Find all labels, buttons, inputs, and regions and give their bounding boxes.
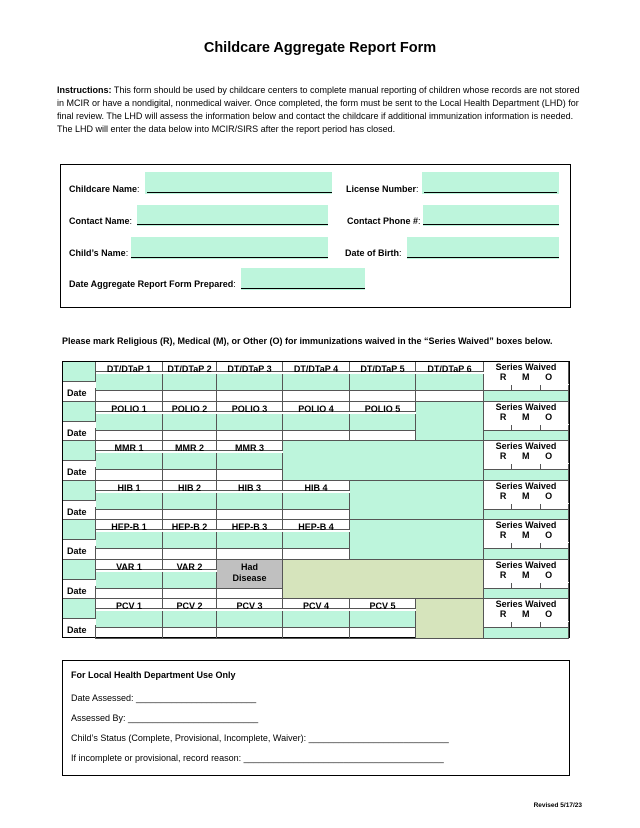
waiver-r-option[interactable]: R [499,490,507,501]
revised-date: Revised 5/17/23 [533,802,582,809]
unused-dose-area [350,520,484,560]
date-prepared-underline [241,288,365,289]
childs-status-line[interactable]: Child’s Status (Complete, Provisional, Incomplete, Waiver): ____________________________ [71,733,449,743]
date-of-birth-field[interactable] [407,237,559,259]
unused-dose-area [283,560,484,600]
date-entry-cell[interactable] [217,431,283,442]
date-entry-cell[interactable] [283,628,350,639]
date-entry-cell[interactable] [96,510,163,521]
date-entry-cell[interactable] [163,391,217,402]
dose-header: POLIO 4 [283,402,350,412]
waiver-r-option[interactable]: R [499,609,507,619]
waiver-o-option[interactable]: O [545,490,553,501]
unused-dose-area [350,481,484,521]
form-title: Childcare Aggregate Report Form [203,40,437,56]
date-entry-cell[interactable] [217,549,283,560]
date-entry-cell[interactable] [96,589,163,600]
date-entry-cell[interactable] [96,391,163,402]
date-entry-cell[interactable] [163,589,217,600]
date-row-label: Date [63,546,96,560]
license-number-label: License Number: [346,184,419,194]
lhd-use-section [62,660,570,776]
dose-fill[interactable] [217,453,283,470]
dose-fill[interactable] [217,493,283,510]
dose-header: DT/DTaP 5 [350,362,416,372]
dose-fill[interactable] [96,414,163,431]
series-waived-options[interactable] [484,412,569,424]
dose-fill[interactable] [217,532,283,549]
date-entry-cell[interactable] [350,628,416,639]
dose-fill[interactable] [96,572,163,589]
contact-name-label: Contact Name: [69,216,133,226]
date-entry-cell[interactable] [283,391,350,402]
dose-fill[interactable] [217,414,283,431]
date-entry-cell[interactable] [217,510,283,521]
dose-fill[interactable] [217,374,283,391]
contact-phone-label: Contact Phone #: [347,216,421,226]
date-entry-cell[interactable] [283,431,350,442]
dose-header: VAR 1 [96,560,163,570]
date-row-label: Date [63,467,96,481]
dose-fill[interactable] [163,572,217,589]
series-waived-options[interactable] [484,570,569,582]
dose-header: HIB 4 [283,481,350,491]
dose-header: HIB 3 [217,481,283,491]
dose-fill[interactable] [163,453,217,470]
dose-fill[interactable] [96,374,163,391]
dose-header: DT/DTaP 6 [416,362,484,372]
date-row-label: Date [63,586,96,600]
dose-header: Had Disease [217,560,283,589]
dose-header: PCV 5 [350,599,416,609]
dose-fill[interactable] [350,374,416,391]
contact-phone-underline [423,224,559,225]
date-entry-cell[interactable] [416,391,484,402]
waiver-r-option[interactable]: R [499,451,507,461]
series-waived-fill [484,391,569,402]
dose-header: POLIO 1 [96,402,163,412]
waiver-m-option[interactable]: M [521,372,530,382]
date-entry-cell[interactable] [163,431,217,442]
dose-header: HEP-B 1 [96,520,163,530]
dose-header: POLIO 2 [163,402,217,412]
dose-fill[interactable] [163,414,217,431]
dose-fill[interactable] [283,414,350,431]
date-entry-cell[interactable] [163,549,217,560]
waiver-r-option[interactable]: R [499,411,507,422]
date-assessed-line[interactable]: Date Assessed: ________________________ [71,693,257,703]
waiver-m-option[interactable]: M [521,411,530,422]
waiver-o-option[interactable]: O [545,569,553,580]
childcare-name-underline [147,192,332,193]
dose-header: DT/DTaP 2 [163,362,217,372]
dose-header: PCV 3 [217,599,283,609]
dose-fill[interactable] [283,374,350,391]
date-entry-cell[interactable] [163,510,217,521]
childcare-name-field[interactable] [145,172,332,194]
waiver-m-option[interactable]: M [521,451,530,461]
series-waived-fill [484,628,569,639]
series-waived-title: Series Waived [484,599,569,609]
dose-header: PCV 1 [96,599,163,609]
unused-dose-area [416,599,484,639]
dose-fill[interactable] [217,611,283,628]
waiver-m-option[interactable]: M [521,490,530,501]
dose-fill[interactable] [283,493,350,510]
waiver-o-option[interactable]: O [545,411,553,422]
dose-header: DT/DTaP 4 [283,362,350,372]
waiver-o-option[interactable]: O [545,609,553,619]
series-waived-fill [484,510,569,521]
series-waived-fill [484,431,569,442]
waiver-m-option[interactable]: M [521,530,530,540]
dose-header: HIB 1 [96,481,163,491]
lhd-title: For Local Health Department Use Only [71,670,236,680]
dose-header: HEP-B 4 [283,520,350,530]
date-entry-cell[interactable] [283,510,350,521]
childs-name-label: Child’s Name: [69,248,129,258]
series-waived-title: Series Waived [484,520,569,530]
childcare-info-section [60,164,571,308]
date-entry-cell[interactable] [96,470,163,481]
series-waived-options[interactable] [484,372,569,384]
waiver-o-option[interactable]: O [545,372,553,382]
series-waived-fill [484,589,569,600]
dose-header: HEP-B 3 [217,520,283,530]
dose-fill[interactable] [163,532,217,549]
dose-header: DT/DTaP 1 [96,362,163,372]
series-waived-fill [484,549,569,560]
row-label-cell [63,560,96,580]
series-waived-options[interactable] [484,451,569,463]
dose-fill[interactable] [96,453,163,470]
dose-header: PCV 2 [163,599,217,609]
license-number-field[interactable] [422,172,559,194]
dose-header: DT/DTaP 3 [217,362,283,372]
date-entry-cell[interactable] [96,431,163,442]
series-waived-title: Series Waived [484,362,569,372]
row-label-cell [63,520,96,540]
dose-fill[interactable] [163,611,217,628]
childcare-name-label: Childcare Name: [69,184,140,194]
date-entry-cell[interactable] [217,391,283,402]
dose-header: HIB 2 [163,481,217,491]
waiver-o-option[interactable]: O [545,530,553,540]
unused-dose-area [283,441,484,481]
row-label-cell [63,481,96,501]
date-entry-cell[interactable] [163,628,217,639]
date-row-label: Date [63,507,96,521]
dose-header: MMR 3 [217,441,283,451]
date-entry-cell[interactable] [96,549,163,560]
series-waived-fill [484,470,569,481]
dose-fill[interactable] [163,493,217,510]
dose-fill[interactable] [163,374,217,391]
date-entry-cell[interactable] [217,470,283,481]
childs-name-underline [131,257,328,258]
row-label-cell [63,599,96,619]
date-row-label: Date [63,625,96,639]
dose-header: HEP-B 2 [163,520,217,530]
waiver-o-option[interactable]: O [545,451,553,461]
series-waived-note: Please mark Religious (R), Medical (M), or Other (O) for immunizations waived in the “Series Waived” boxes below. [62,336,553,346]
dose-header: VAR 2 [163,560,217,570]
date-of-birth-label: Date of Birth: [345,248,402,258]
series-waived-options[interactable] [484,609,569,621]
immunization-grid [62,361,570,638]
row-label-cell [63,441,96,461]
series-waived-title: Series Waived [484,481,569,491]
row-label-cell [63,362,96,382]
date-of-birth-underline [407,257,559,258]
dose-header: MMR 1 [96,441,163,451]
date-entry-cell[interactable] [217,589,283,600]
dose-fill[interactable] [350,414,416,431]
series-waived-options[interactable] [484,491,569,503]
dose-fill[interactable] [283,532,350,549]
date-entry-cell[interactable] [163,470,217,481]
dose-header: PCV 4 [283,599,350,609]
date-entry-cell[interactable] [217,628,283,639]
series-waived-title: Series Waived [484,402,569,412]
assessed-by-line[interactable]: Assessed By: __________________________ [71,713,259,723]
dose-fill[interactable] [283,611,350,628]
date-entry-cell[interactable] [96,628,163,639]
instructions [57,84,587,136]
instructions-label: Instructions: [57,85,112,95]
waiver-r-option[interactable]: R [499,530,507,540]
date-entry-cell[interactable] [350,431,416,442]
instructions-text: This form should be used by childcare centers to complete manual reporting of children whose records are not stored in MCIR or have a nondigital, nonmedical waiver. Once completed, the form must be sent to the Local Health Department (LHD) for final review. The LHD will assess the information below and contact the childcare if additional immunization information is needed. The LHD will enter the data below into MCIR/SIRS after the report period has closed. [57,85,580,134]
date-row-label: Date [63,428,96,442]
dose-fill[interactable] [96,611,163,628]
dose-fill[interactable] [350,611,416,628]
series-waived-options[interactable] [484,530,569,542]
series-waived-title: Series Waived [484,560,569,570]
contact-name-field[interactable] [137,205,328,226]
dose-fill[interactable] [416,374,484,391]
dose-header: POLIO 5 [350,402,416,412]
contact-phone-field[interactable] [423,205,559,226]
waiver-m-option[interactable]: M [521,609,530,619]
date-prepared-field[interactable] [241,268,365,290]
dose-fill[interactable] [96,493,163,510]
dose-fill[interactable] [96,532,163,549]
record-reason-line[interactable]: If incomplete or provisional, record reason: ________________________________________ [71,753,444,763]
waiver-r-option[interactable]: R [499,372,507,382]
date-entry-cell[interactable] [283,549,350,560]
waiver-r-option[interactable]: R [499,569,507,580]
contact-name-underline [137,224,328,225]
childs-name-field[interactable] [131,237,328,259]
date-prepared-label: Date Aggregate Report Form Prepared: [69,279,236,289]
waiver-m-option[interactable]: M [521,569,530,580]
date-row-label: Date [63,388,96,402]
date-entry-cell[interactable] [350,391,416,402]
row-label-cell [63,402,96,422]
dose-header: MMR 2 [163,441,217,451]
license-number-underline [424,192,557,193]
series-waived-title: Series Waived [484,441,569,451]
unused-dose-area [416,402,484,442]
dose-header: POLIO 3 [217,402,283,412]
